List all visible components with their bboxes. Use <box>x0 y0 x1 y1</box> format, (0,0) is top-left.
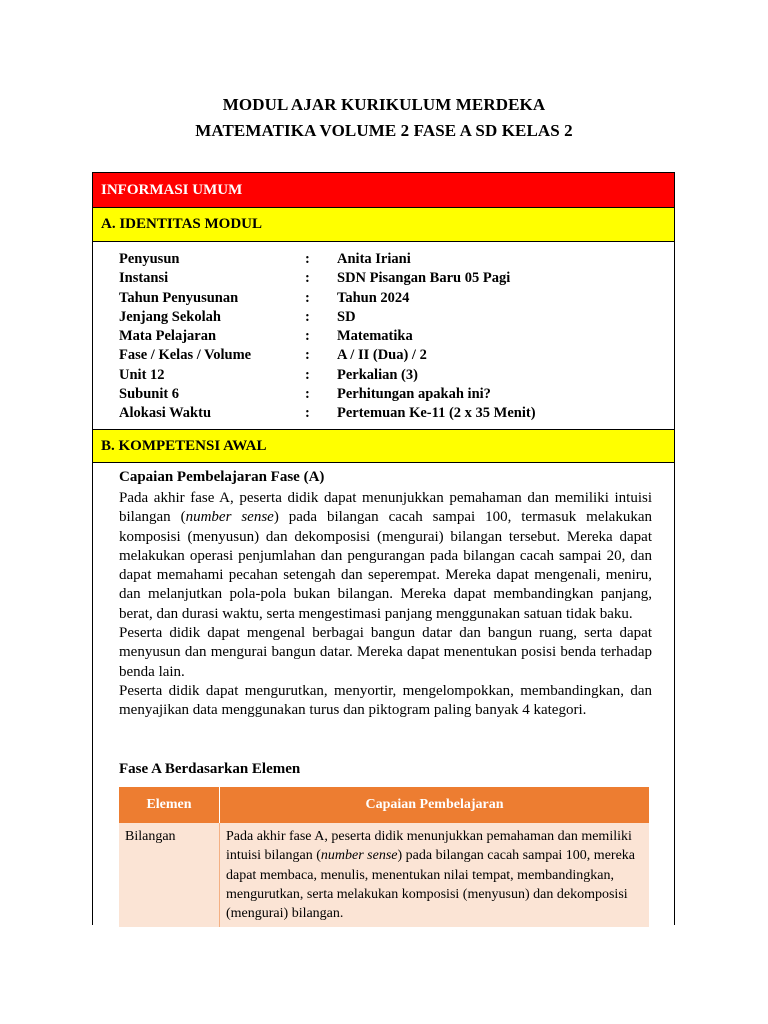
capaian-cell-end: ) pada bilangan cacah sampai 100, mereka dapat membaca, menulis, menentukan nilai tempat, membandingkan, mengurutkan, serta melakukan komposisi (menyusun) dan dekomposisi (mengurai) bilangan. <box>226 848 636 922</box>
elemen-cell: Bilangan <box>119 823 220 927</box>
capaian-body <box>119 489 652 721</box>
capaian-cell-italic: number sense <box>320 848 398 864</box>
identitas-colon: : <box>305 308 310 325</box>
fase-elemen-heading: Fase A Berdasarkan Elemen <box>119 761 301 777</box>
table-row <box>119 823 649 927</box>
identitas-label: Subunit 6 <box>119 386 180 403</box>
identitas-value: Perhitungan apakah ini? <box>337 386 491 403</box>
capaian-heading: Capaian Pembelajaran Fase (A) <box>119 469 325 485</box>
elemen-table-header <box>119 787 649 823</box>
identitas-row <box>119 270 639 289</box>
identitas-value: Pertemuan Ke-11 (2 x 35 Menit) <box>337 405 536 422</box>
identitas-label: Alokasi Waktu <box>119 405 212 422</box>
identitas-colon: : <box>305 386 310 403</box>
identitas-colon: : <box>305 366 310 383</box>
identitas-value: Tahun 2024 <box>337 289 410 306</box>
document-title: MODUL AJAR KURIKULUM MERDEKA <box>222 95 546 114</box>
identitas-colon: : <box>305 270 310 287</box>
identitas-colon: : <box>305 405 310 422</box>
identitas-label: Mata Pelajaran <box>119 328 217 345</box>
identitas-row <box>119 347 639 366</box>
identitas-row <box>119 405 639 424</box>
identitas-label: Instansi <box>119 270 169 287</box>
capaian-paragraph-3: Peserta didik dapat mengurutkan, menyortir, mengelompokkan, membandingkan, dan menyajikan data menggunakan turus dan piktogram paling banyak 4 kategori. <box>119 682 652 719</box>
identitas-colon: : <box>305 289 310 306</box>
section-kompetensi-awal: B. KOMPETENSI AWAL <box>93 429 674 463</box>
identitas-label: Unit 12 <box>119 366 165 383</box>
capaian-paragraph-2: Peserta didik dapat mengenal berbagai bangun datar dan bangun ruang, serta dapat menyusun dan mengurai bangun datar. Mereka dapat menentukan posisi benda terhadap benda lain. <box>119 625 652 680</box>
capaian-p1-italic: number sense <box>185 509 274 526</box>
capaian-paragraph-1 <box>119 489 652 624</box>
capaian-cell-start: Pada akhir fase A, peserta didik menunjukkan pemahaman dan memiliki intuisi bilangan ( <box>226 829 632 864</box>
identitas-label: Tahun Penyusunan <box>119 289 239 306</box>
identitas-row <box>119 309 639 328</box>
identitas-row <box>119 328 639 347</box>
identitas-row <box>119 251 639 270</box>
elemen-table <box>119 787 649 927</box>
column-header-capaian: Capaian Pembelajaran <box>220 787 650 823</box>
identitas-list <box>119 251 639 425</box>
identitas-label: Penyusun <box>119 251 180 267</box>
identitas-row <box>119 386 639 405</box>
column-header-elemen: Elemen <box>119 787 220 823</box>
capaian-cell <box>220 823 650 927</box>
document-subtitle: MATEMATIKA VOLUME 2 FASE A SD KELAS 2 <box>195 121 573 140</box>
capaian-p1-start: Pada akhir fase A, peserta didik dapat menunjukkan pemahaman dan memiliki intuisi bilangan ( <box>119 490 652 526</box>
identitas-colon: : <box>305 347 310 364</box>
identitas-value: A / II (Dua) / 2 <box>337 347 427 364</box>
identitas-colon: : <box>305 251 310 267</box>
identitas-value: Anita Iriani <box>337 251 411 267</box>
identitas-value: SD <box>337 308 356 325</box>
section-identitas-modul: A. IDENTITAS MODUL <box>93 208 674 242</box>
identitas-label: Fase / Kelas / Volume <box>119 347 252 364</box>
identitas-row <box>119 367 639 386</box>
identitas-value: SDN Pisangan Baru 05 Pagi <box>337 270 511 287</box>
capaian-p1-end: ) pada bilangan cacah sampai 100, termasuk melakukan komposisi (menyusun) dan dekomposisi (mengurai) bilangan tersebut. Mereka dapat melakukan operasi penjumlahan dan pengurangan pada bilangan cacah sampai 20, dan dapat memahami pecahan setengah dan seperempat. Mereka dapat mengenali, meniru, dan melanjutkan pola-pola bukan bilangan. Mereka dapat membandingkan panjang, berat, dan durasi waktu, serta mengestimasi panjang menggunakan satuan tidak baku. <box>119 509 652 622</box>
identitas-colon: : <box>305 328 310 345</box>
identitas-row <box>119 290 639 309</box>
identitas-value: Matematika <box>337 328 413 345</box>
section-informasi-umum: INFORMASI UMUM <box>93 173 674 208</box>
identitas-label: Jenjang Sekolah <box>119 308 221 325</box>
identitas-value: Perkalian (3) <box>337 366 418 383</box>
module-frame <box>92 172 675 925</box>
